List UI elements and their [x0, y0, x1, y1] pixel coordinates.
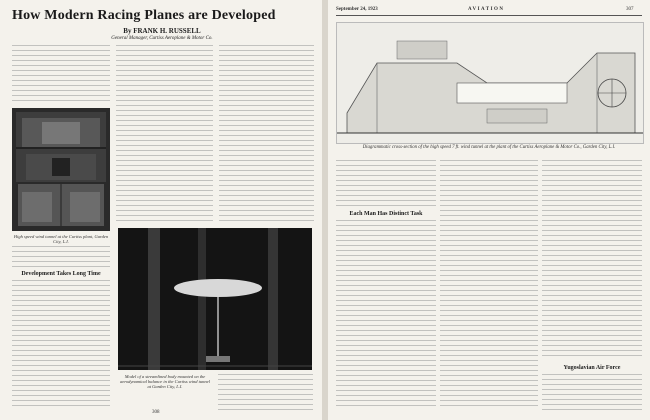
- body-text-column: [116, 45, 213, 225]
- body-text-column: [12, 246, 110, 268]
- photo-caption: Model of a streamlined body mounted on the aerodynamical balance in the Curtiss wind tunnel at Garden City, L.I.: [120, 374, 210, 389]
- text-lines: [12, 45, 110, 105]
- header-rule: [336, 15, 642, 16]
- magazine-name: AVIATION: [468, 7, 505, 12]
- text-lines: [218, 374, 313, 410]
- section-heading: Development Takes Long Time: [21, 271, 101, 277]
- section-heading: Yugoslavian Air Force: [563, 365, 621, 371]
- text-lines: [12, 246, 110, 268]
- text-lines: [219, 45, 314, 225]
- body-text-column: [542, 374, 642, 410]
- body-text-column: [218, 374, 313, 410]
- body-text-column: [219, 45, 314, 225]
- text-lines: [336, 220, 436, 410]
- text-lines: [12, 280, 110, 408]
- wind-tunnel-image: [12, 108, 110, 231]
- body-text-column: [12, 280, 110, 408]
- author-position: General Manager, Curtiss Aeroplane & Motor Co.: [111, 36, 213, 41]
- text-lines: [542, 160, 642, 360]
- balance-model-image: [118, 228, 312, 370]
- diagram-caption: Diagrammatic cross-section of the high speed 7 ft. wind tunnel at the plant of the Curtiss Aeroplane & Motor Co., Garden City, L.I.: [362, 145, 616, 150]
- text-lines: [336, 160, 436, 208]
- article-byline: By FRANK H. RUSSELL: [123, 27, 201, 35]
- body-text-column: [336, 220, 436, 410]
- left-page: [0, 0, 322, 420]
- text-lines: [542, 374, 642, 410]
- body-text-column: [336, 160, 436, 208]
- text-lines: [116, 45, 213, 225]
- body-text-column: [12, 45, 110, 105]
- wind-tunnel-diagram: [336, 22, 644, 144]
- section-heading: Each Man Has Distinct Task: [349, 211, 423, 217]
- body-text-column: [440, 160, 538, 410]
- wind-tunnel-photo: [12, 108, 110, 231]
- page-number: 308: [152, 410, 160, 415]
- balance-model-photo: [118, 228, 312, 370]
- article-title: How Modern Racing Planes are Developed: [12, 8, 276, 23]
- diagram-drawing: [337, 23, 643, 143]
- text-lines: [440, 160, 538, 410]
- issue-date: September 24, 1923: [336, 7, 378, 12]
- right-page: [328, 0, 650, 420]
- body-text-column: [542, 160, 642, 360]
- page-number: 307: [626, 7, 634, 12]
- photo-caption: High speed wind tunnel at the Curtiss plant, Garden City, L.I.: [13, 234, 109, 244]
